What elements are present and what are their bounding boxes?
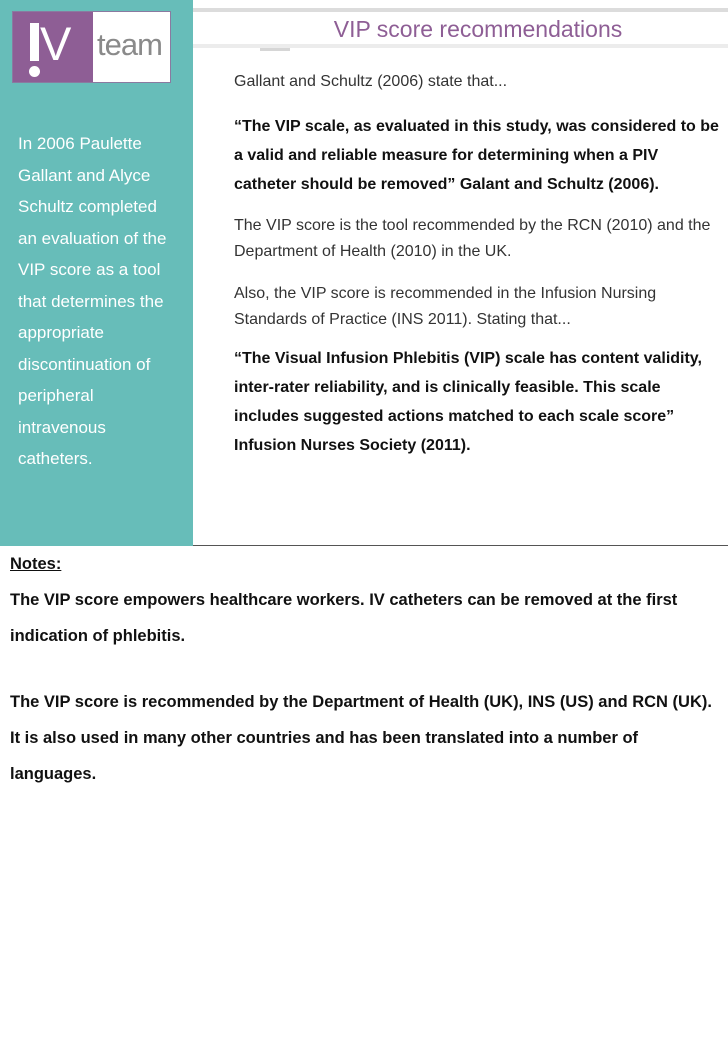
notes-paragraph-1: The VIP score empowers healthcare workers. IV catheters can be removed at the first indication of phlebitis. (10, 591, 678, 645)
title-rule-accent (260, 48, 290, 51)
ins-paragraph: Also, the VIP score is recommended in the Infusion Nursing Standards of Practice (INS 2011). Stating that... (234, 285, 657, 328)
notes-label: Notes: (10, 555, 62, 573)
logo-i-stem (30, 23, 39, 61)
notes-spacer (10, 654, 722, 684)
intro-text: Gallant and Schultz (2006) state that... (234, 73, 508, 90)
rcn-doh-paragraph: The VIP score is the tool recommended by the RCN (2010) and the Department of Health (2010) in the UK. (234, 217, 711, 260)
notes-paragraph-2: The VIP score is recommended by the Department of Health (UK), INS (US) and RCN (UK). It is also used in many other countries and has been translated into a number of languages. (10, 693, 712, 783)
logo-iv-block (13, 12, 93, 82)
notes-section (10, 546, 722, 792)
quote-ins: “The Visual Infusion Phlebitis (VIP) scale has content validity, inter-rater reliability, and is clinically feasible. This scale includes suggested actions matched to each scale score” Infusion Nurses Society (2011). (234, 350, 702, 454)
iv-team-logo (12, 11, 171, 83)
title-rule-top (193, 8, 728, 12)
logo-i-dot (29, 66, 40, 77)
slide-title: VIP score recommendations (333, 16, 623, 42)
logo-v-letter: V (40, 17, 71, 70)
quote-gallant-schultz: “The VIP scale, as evaluated in this study, was considered to be a valid and reliable measure for determining when a PIV catheter should be removed” Galant and Schultz (2006). (234, 118, 719, 193)
logo-team-text: team (97, 27, 162, 62)
sidebar-panel (0, 0, 193, 546)
slide-content (234, 69, 719, 460)
sidebar-text: In 2006 Paulette Gallant and Alyce Schultz completed an evaluation of the VIP score as a tool that determines the appropriate discontinuation of peripheral intravenous catheters. (18, 134, 167, 468)
